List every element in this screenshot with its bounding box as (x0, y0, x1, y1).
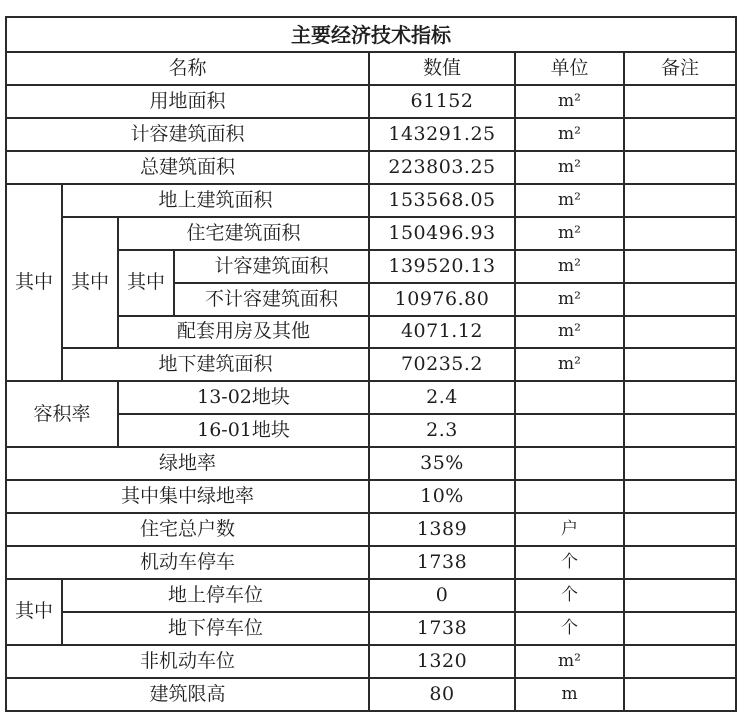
table-row (6, 151, 736, 184)
row-unit (515, 414, 624, 447)
row-unit: m² (515, 348, 624, 381)
row-note (624, 184, 736, 217)
row-unit: m² (515, 283, 624, 316)
table-row (6, 447, 736, 480)
table-row (6, 217, 736, 250)
row-note (624, 348, 736, 381)
group-label-inner: 其中 (118, 250, 174, 316)
row-name: 13-02地块 (118, 381, 369, 414)
row-name: 机动车停车 (6, 546, 369, 579)
table-row (6, 348, 736, 381)
row-value: 1738 (369, 546, 515, 579)
row-unit: 个 (515, 579, 624, 612)
row-unit: 户 (515, 513, 624, 546)
row-name: 地下停车位 (62, 612, 369, 645)
row-note (624, 447, 736, 480)
row-value: 1389 (369, 513, 515, 546)
row-value: 143291.25 (369, 118, 515, 151)
group-label-outer: 其中 (6, 184, 62, 382)
row-unit: 个 (515, 546, 624, 579)
row-value: 70235.2 (369, 348, 515, 381)
row-unit: m² (515, 250, 624, 283)
row-note (624, 546, 736, 579)
group-label-mid: 其中 (62, 217, 118, 349)
row-note (624, 480, 736, 513)
row-value: 150496.93 (369, 217, 515, 250)
row-name: 非机动车位 (6, 645, 369, 678)
row-note (624, 85, 736, 118)
row-value: 0 (369, 579, 515, 612)
row-name: 地下建筑面积 (62, 348, 369, 381)
table-row (6, 184, 736, 217)
row-name: 其中集中绿地率 (6, 480, 369, 513)
row-note (624, 381, 736, 414)
economic-indicators-table (5, 16, 737, 712)
row-note (624, 678, 736, 711)
table-row (6, 579, 736, 612)
row-name: 不计容建筑面积 (174, 283, 369, 316)
row-name: 地上停车位 (62, 579, 369, 612)
row-value: 2.4 (369, 381, 515, 414)
row-note (624, 513, 736, 546)
row-unit: m² (515, 85, 624, 118)
row-name: 配套用房及其他 (118, 316, 369, 349)
table-row (6, 381, 736, 414)
row-unit (515, 447, 624, 480)
row-unit: 个 (515, 612, 624, 645)
row-note (624, 283, 736, 316)
group-label-parking: 其中 (6, 579, 62, 645)
header-row (6, 52, 736, 85)
row-note (624, 316, 736, 349)
header-name: 名称 (6, 52, 369, 85)
group-label-far: 容积率 (6, 381, 118, 447)
row-name: 住宅建筑面积 (118, 217, 369, 250)
row-note (624, 151, 736, 184)
header-unit: 单位 (515, 52, 624, 85)
row-note (624, 250, 736, 283)
row-unit: m² (515, 316, 624, 349)
table-row (6, 678, 736, 711)
row-name: 建筑限高 (6, 678, 369, 711)
row-name: 用地面积 (6, 85, 369, 118)
row-unit: m² (515, 151, 624, 184)
row-value: 1738 (369, 612, 515, 645)
table-row (6, 85, 736, 118)
header-note: 备注 (624, 52, 736, 85)
table-row (6, 612, 736, 645)
title-row (6, 17, 736, 52)
row-value: 2.3 (369, 414, 515, 447)
table-row (6, 513, 736, 546)
row-value: 10% (369, 480, 515, 513)
row-note (624, 645, 736, 678)
row-value: 223803.25 (369, 151, 515, 184)
row-name: 地上建筑面积 (62, 184, 369, 217)
row-unit (515, 381, 624, 414)
row-name: 绿地率 (6, 447, 369, 480)
row-unit: m (515, 678, 624, 711)
row-name: 计容建筑面积 (174, 250, 369, 283)
table-title: 主要经济技术指标 (6, 17, 736, 52)
row-value: 1320 (369, 645, 515, 678)
header-value: 数值 (369, 52, 515, 85)
row-value: 61152 (369, 85, 515, 118)
row-name: 住宅总户数 (6, 513, 369, 546)
row-unit: m² (515, 118, 624, 151)
row-note (624, 579, 736, 612)
row-note (624, 217, 736, 250)
table-row (6, 546, 736, 579)
row-note (624, 612, 736, 645)
row-value: 80 (369, 678, 515, 711)
row-value: 153568.05 (369, 184, 515, 217)
row-note (624, 118, 736, 151)
row-value: 10976.80 (369, 283, 515, 316)
row-note (624, 414, 736, 447)
row-unit: m² (515, 217, 624, 250)
row-unit (515, 480, 624, 513)
row-unit: m² (515, 184, 624, 217)
table-row (6, 645, 736, 678)
row-name: 总建筑面积 (6, 151, 369, 184)
row-value: 4071.12 (369, 316, 515, 349)
table-row (6, 118, 736, 151)
row-name: 计容建筑面积 (6, 118, 369, 151)
row-value: 35% (369, 447, 515, 480)
row-value: 139520.13 (369, 250, 515, 283)
table-row (6, 480, 736, 513)
row-name: 16-01地块 (118, 414, 369, 447)
row-unit: m² (515, 645, 624, 678)
